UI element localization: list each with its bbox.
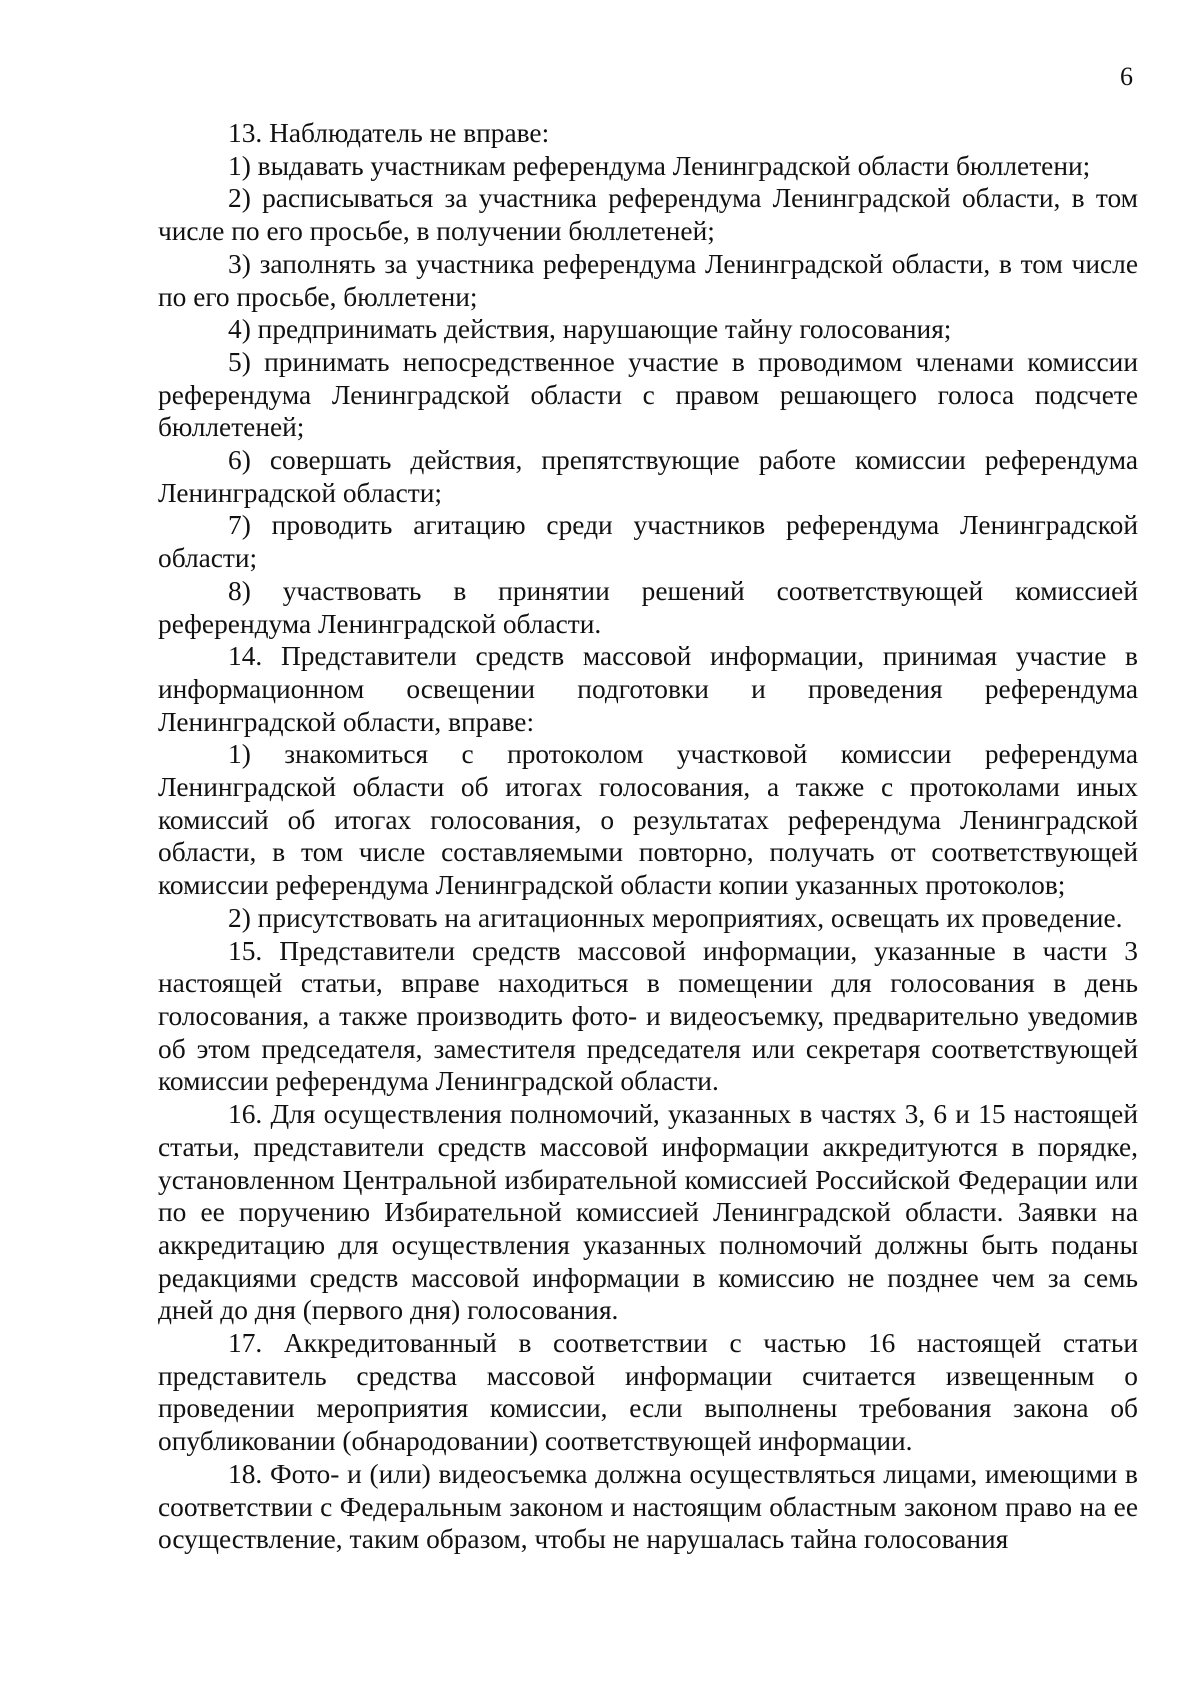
paragraph-13-item-8: 8) участвовать в принятии решений соответствующей комиссией референдума Ленинградской области.	[158, 575, 1138, 639]
paragraph-13-item-6: 6) совершать действия, препятствующие работе комиссии референдума Ленинградской области;	[158, 445, 1138, 508]
paragraph-14: 14. Представители средств массовой информации, принимая участие в информационном освещении подготовки и проведения референдума Ленинградской области, вправе:	[158, 641, 1138, 737]
paragraph-13-item-7: 7) проводить агитацию среди участников референдума Ленинградской области;	[158, 510, 1138, 574]
paragraph-13-item-1: 1) выдавать участникам референдума Ленинградской области бюллетени;	[228, 150, 1091, 181]
paragraph-13-item-3: 3) заполнять за участника референдума Ленинградской области, в том числе по его просьбе, бюллетени;	[158, 248, 1138, 312]
paragraph-18: 18. Фото- и (или) видеосъемка должна осуществляться лицами, имеющими в соответствии с Федеральным законом и настоящим областным законом право на ее осуществление, таким образом, чтобы не нарушалась тайна голосования	[158, 1458, 1138, 1555]
paragraph-14-item-2: 2) присутствовать на агитационных мероприятиях, освещать их проведение.	[228, 902, 1123, 933]
document-body	[158, 117, 1138, 1556]
paragraph-13-item-2: 2) расписываться за участника референдума Ленинградской области, в том числе по его просьбе, в получении бюллетеней;	[158, 183, 1138, 247]
paragraph-13-item-4: 4) предпринимать действия, нарушающие тайну голосования;	[228, 314, 952, 345]
paragraph-16: 16. Для осуществления полномочий, указанных в частях 3, 6 и 15 настоящей статьи, представители средств массовой информации аккредитуются в порядке, установленном Центральной избирательной комиссией Российской Федерации или по ее поручению Избирательной комиссией Ленинградской области. Заявки на аккредитацию для осуществления указанных полномочий должны быть поданы редакциями средств массовой информации в комиссию не позднее чем за семь дней до дня (первого дня) голосования.	[158, 1099, 1138, 1326]
page-number: 6	[1120, 62, 1133, 91]
paragraph-17: 17. Аккредитованный в соответствии с частью 16 настоящей статьи представитель средства массовой информации считается извещенным о проведении мероприятия комиссии, если выполнены требования закона об опубликовании (обнародовании) соответствующей информации.	[158, 1328, 1138, 1457]
paragraph-13-item-5: 5) принимать непосредственное участие в проводимом членами комиссии референдума Ленинградской области с правом решающего голоса подсчете бюллетеней;	[158, 346, 1138, 443]
paragraph-14-item-1: 1) знакомиться с протоколом участковой комиссии референдума Ленинградской области об итогах голосования, а также с протоколами иных комиссий об итогах голосования, о результатах референдума Ленинградской области, в том числе составляемыми повторно, получать от соответствующей комиссии референдума Ленинградской области копии указанных протоколов;	[158, 739, 1138, 901]
paragraph-13-heading: 13. Наблюдатель не вправе:	[228, 118, 550, 148]
paragraph-15: 15. Представители средств массовой информации, указанные в части 3 настоящей статьи, вправе находиться в помещении для голосования в день голосования, а также производить фото- и видеосъемку, предварительно уведомив об этом председателя, заместителя председателя или секретаря соответствующей комиссии референдума Ленинградской области.	[158, 935, 1138, 1097]
